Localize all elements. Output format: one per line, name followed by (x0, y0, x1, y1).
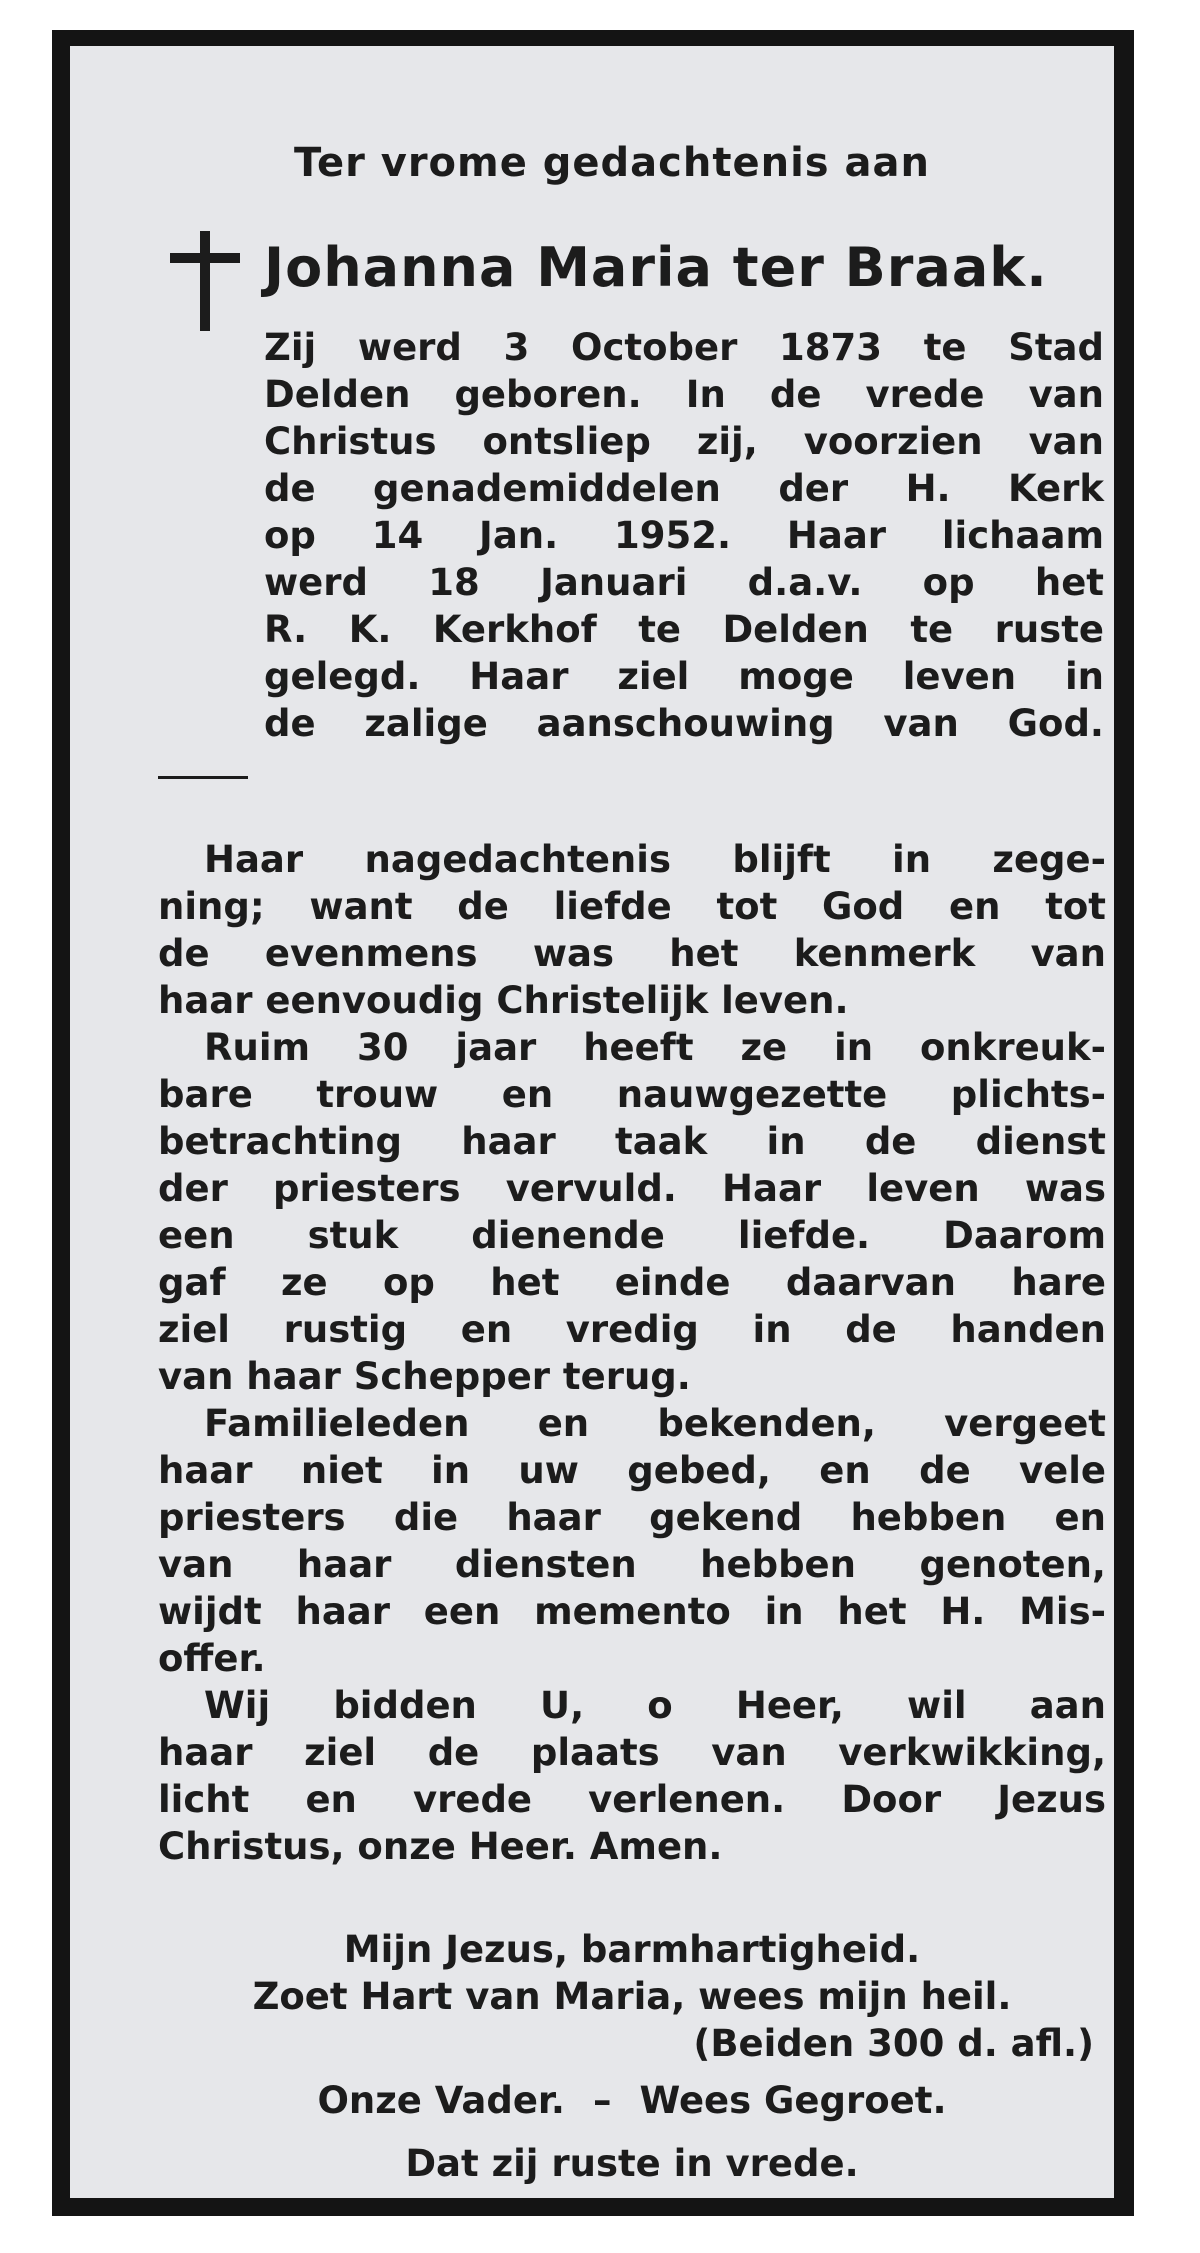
text-line: Wij bidden U, o Heer, wil aan (204, 1684, 1106, 1727)
paragraph-service (158, 1024, 1106, 1400)
text-line: van haar Schepper terug. (158, 1355, 691, 1398)
bio-line: de genademiddelen der H. Kerk (264, 467, 1104, 510)
bio-line: Christus ontsliep zij, voorzien van (264, 420, 1104, 463)
text-line: licht en vrede verlenen. Door Jezus (158, 1778, 1106, 1821)
text-line: Familieleden en bekenden, vergeet (204, 1402, 1106, 1445)
short-prayers (158, 1926, 1106, 2187)
memorial-card (52, 30, 1134, 2216)
paragraph-blessing (158, 836, 1106, 1024)
biography (264, 324, 1104, 747)
bio-line: Delden geboren. In de vrede van (264, 373, 1104, 416)
paragraph-request (158, 1400, 1106, 1682)
text-line: een stuk dienende liefde. Daarom (158, 1214, 1106, 1257)
closing-line: Dat zij ruste in vrede. (405, 2142, 859, 2185)
text-line: offer. (158, 1637, 266, 1680)
deceased-name: Johanna Maria ter Braak. (264, 236, 1048, 299)
text-line: Christus, onze Heer. Amen. (158, 1825, 723, 1868)
prayer-line: Zoet Hart van Maria, wees mijn heil. (252, 1975, 1012, 2018)
text-line: haar niet in uw gebed, en de vele (158, 1449, 1106, 1492)
bio-line: werd 18 Januari d.a.v. op het (264, 561, 1104, 604)
bio-line: Zij werd 3 October 1873 te Stad (264, 326, 1104, 369)
bio-line: R. K. Kerkhof te Delden te ruste (264, 608, 1104, 651)
memorial-text (158, 836, 1106, 1870)
text-line: bare trouw en nauwgezette plichts- (158, 1073, 1106, 1116)
text-line: der priesters vervuld. Haar leven was (158, 1167, 1106, 1210)
text-line: Haar nagedachtenis blijft in zege- (204, 838, 1106, 881)
text-line: ning; want de liefde tot God en tot (158, 885, 1106, 928)
section-divider (158, 776, 248, 779)
text-line: haar eenvoudig Christelijk leven. (158, 979, 849, 1022)
prayer-our-father: Onze Vader. (317, 2079, 565, 2122)
text-line: priesters die haar gekend hebben en (158, 1496, 1106, 1539)
prayer-line (158, 2077, 1106, 2124)
bio-line: de zalige aanschouwing van God. (264, 702, 1104, 745)
indulgence-note: (Beiden 300 d. afl.) (693, 2022, 1094, 2065)
prayer-dash: – (592, 2079, 612, 2122)
cross-icon (170, 231, 240, 331)
text-line: haar ziel de plaats van verkwikking, (158, 1731, 1106, 1774)
text-line: ziel rustig en vredig in de handen (158, 1308, 1106, 1351)
text-line: betrachting haar taak in de dienst (158, 1120, 1106, 1163)
prayer-hail-mary: Wees Gegroet. (639, 2079, 947, 2122)
text-line: gaf ze op het einde daarvan hare (158, 1261, 1106, 1304)
text-line: Ruim 30 jaar heeft ze in onkreuk- (204, 1026, 1106, 1069)
text-line: van haar diensten hebben genoten, (158, 1543, 1106, 1586)
bio-line: gelegd. Haar ziel moge leven in (264, 655, 1104, 698)
bio-line: op 14 Jan. 1952. Haar lichaam (264, 514, 1104, 557)
text-line: wijdt haar een memento in het H. Mis- (158, 1590, 1106, 1633)
paragraph-prayer (158, 1682, 1106, 1870)
text-line: de evenmens was het kenmerk van (158, 932, 1106, 975)
prayer-line: Mijn Jezus, barmhartigheid. (343, 1928, 921, 1971)
card-header: Ter vrome gedachtenis aan (294, 140, 930, 186)
